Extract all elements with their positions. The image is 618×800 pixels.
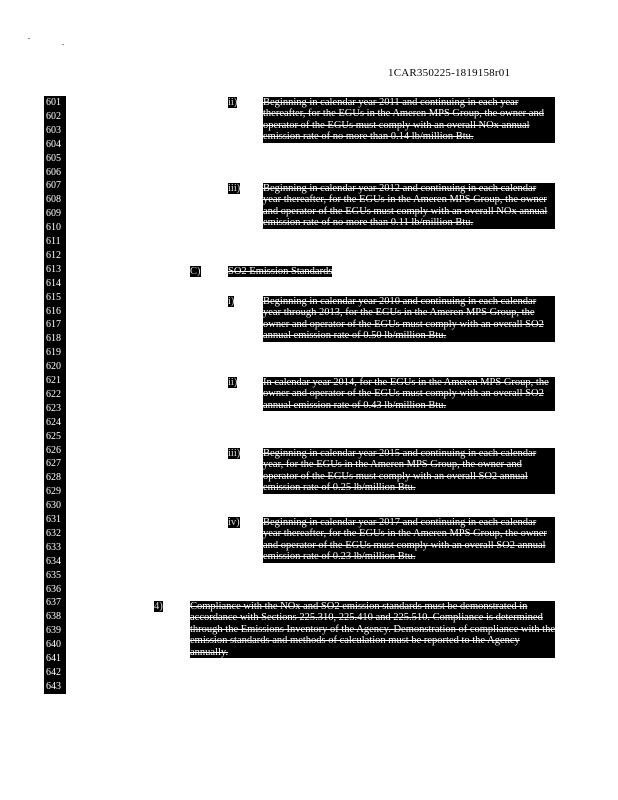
line-number: 630 (46, 500, 61, 512)
line-number: 615 (46, 291, 61, 303)
line-number: 614 (46, 277, 61, 289)
line-number: 619 (46, 347, 61, 359)
line-number: 635 (46, 569, 61, 581)
line-number: 639 (46, 625, 61, 637)
line-number: 637 (46, 597, 61, 609)
item-marker: ii) (228, 97, 238, 108)
paragraph-so2-2014: In calendar year 2014, for the EGUs in the Ameren MPS Group, the owner and operator of the EGUs must comply with an overall SO2 annual emission rate of 0.43 lb/million Btu. (263, 377, 555, 411)
paragraph-nox-2011: Beginning in calendar year 2011 and continuing in each year thereafter, for the EGUs in the Ameren MPS Group, the owner and operator of the EGUs must comply with an overall NOx annual emission rate of no more than 0.14 lb/million Btu. (263, 97, 555, 143)
line-number: 629 (46, 486, 61, 498)
scan-speck (62, 44, 64, 45)
paragraph-so2-2010: Beginning in calendar year 2010 and continuing in each calendar year through 2013, for the EGUs in the Ameren MPS Group, the owner and operator of the EGUs must comply with an overall SO2 annual emission rate of 0.50 lb/million Btu. (263, 296, 555, 342)
item-marker: iv) (228, 517, 240, 528)
line-number: 602 (46, 110, 61, 122)
line-number: 620 (46, 361, 61, 373)
section-heading-so2: SO2 Emission Standards (228, 266, 333, 277)
item-marker: 4) (154, 601, 163, 612)
line-number: 613 (46, 263, 61, 275)
line-number: 603 (46, 124, 61, 136)
paragraph-so2-2017: Beginning in calendar year 2017 and continuing in each calendar year thereafter, for the EGUs in the Ameren MPS Group, the owner and operator of the EGUs must comply with an overall SO2 annual emission rate of 0.23 lb/million Btu. (263, 517, 555, 563)
paragraph-so2-2015: Beginning in calendar year 2015 and continuing in each calendar year, for the EGUs in the Ameren MPS Group, the owner and operator of the EGUs must comply with an overall SO2 annual emission rate of 0.25 lb/million Btu. (263, 448, 555, 494)
line-number: 633 (46, 541, 61, 553)
line-number: 606 (46, 166, 61, 178)
line-number: 643 (46, 680, 61, 692)
paragraph-nox-2012: Beginning in calendar year 2012 and continuing in each calendar year thereafter, for the EGUs in the Ameren MPS Group, the owner and operator of the EGUs must comply with an overall NOx annual emission rate of no more than 0.11 lb/million Btu. (263, 183, 555, 229)
line-number: 638 (46, 611, 61, 623)
line-number: 623 (46, 402, 61, 414)
line-number: 609 (46, 208, 61, 220)
section-marker: C) (190, 266, 201, 277)
line-number: 640 (46, 639, 61, 651)
line-number: 622 (46, 388, 61, 400)
document-header-code: 1CAR350225-1819158r01 (388, 67, 511, 79)
scan-speck (28, 38, 30, 39)
line-number: 636 (46, 583, 61, 595)
line-number: 631 (46, 514, 61, 525)
item-marker: iii) (228, 183, 241, 194)
line-number: 625 (46, 430, 61, 442)
paragraph-compliance: Compliance with the NOx and SO2 emission standards must be demonstrated in accordance with Sections 225.310, 225.410 and 225.510. Compliance is determined through the Emissions Inventory of the Agency. Demonstration of compliance with the emission standards and methods of calculation must be reported to the Agency annually. (190, 601, 555, 658)
line-number: 611 (46, 236, 61, 247)
line-number: 601 (46, 97, 61, 108)
line-number: 605 (46, 152, 61, 164)
line-number: 608 (46, 194, 61, 206)
line-number: 627 (46, 458, 61, 470)
line-number: 617 (46, 319, 61, 331)
line-number: 641 (46, 653, 61, 664)
line-number: 618 (46, 333, 61, 345)
item-marker: iii) (228, 448, 241, 459)
line-number: 607 (46, 180, 61, 192)
line-number: 634 (46, 555, 61, 567)
line-number: 616 (46, 305, 61, 317)
line-number: 621 (46, 375, 61, 386)
item-marker: ii) (228, 377, 238, 388)
line-number: 626 (46, 444, 61, 456)
line-number: 632 (46, 527, 61, 539)
line-number: 604 (46, 138, 61, 150)
line-number: 628 (46, 472, 61, 484)
line-number: 624 (46, 416, 61, 428)
line-number: 610 (46, 222, 61, 234)
item-marker: i) (228, 296, 235, 307)
line-number: 642 (46, 666, 61, 678)
line-number: 612 (46, 249, 61, 261)
